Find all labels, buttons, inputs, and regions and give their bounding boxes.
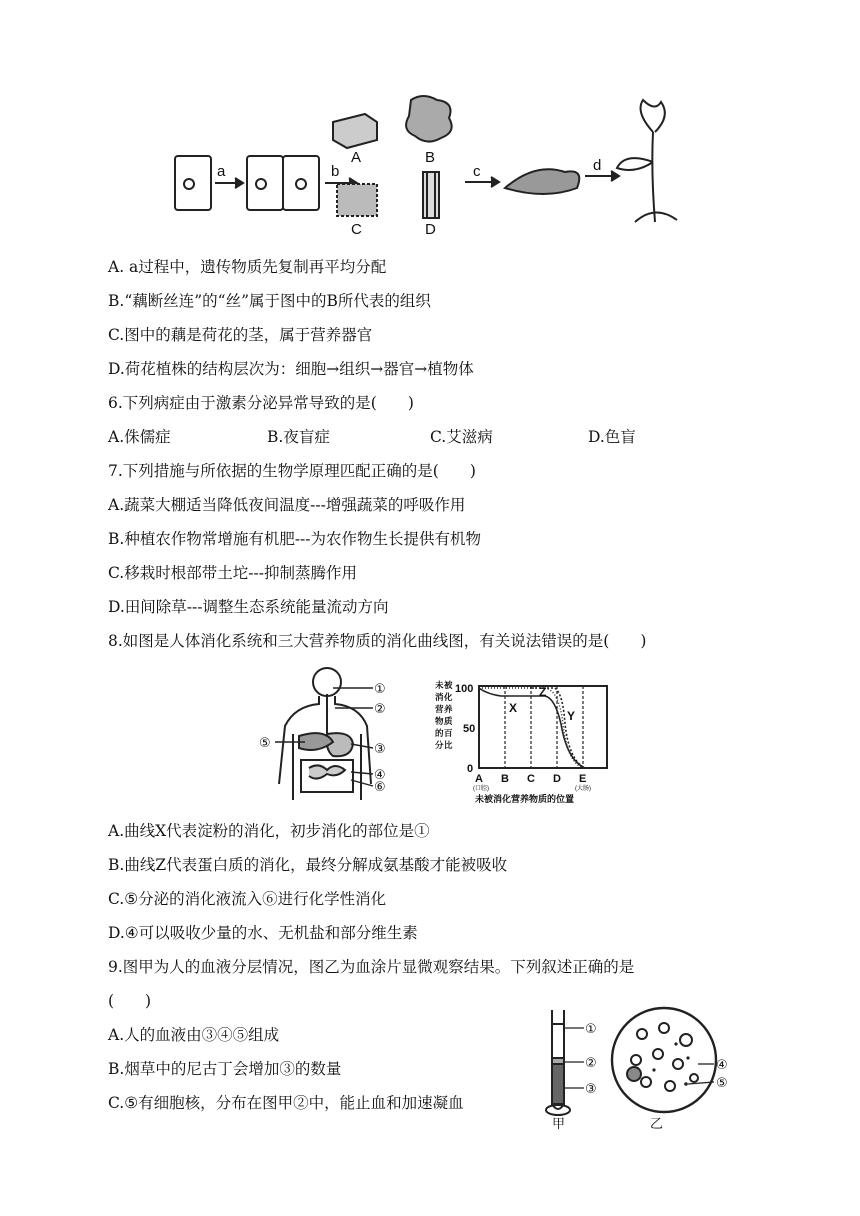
q9-option-c: C.⑤有细胞核，分布在图甲②中，能止血和加速凝血 xyxy=(108,1094,464,1112)
curve-label-z: Z xyxy=(539,685,547,699)
yaxis-label-1: 未 xyxy=(435,680,444,690)
q7-option-d: D.田间除草---调整生态系统能量流动方向 xyxy=(108,598,389,616)
ytick-0: 0 xyxy=(467,763,474,775)
organ-label-3: ③ xyxy=(374,741,386,756)
tube-label-1: ① xyxy=(585,1021,597,1036)
q6-option-c: C.艾滋病 xyxy=(430,428,493,446)
q8-option-c: C.⑤分泌的消化液流入⑥进行化学性消化 xyxy=(108,890,387,908)
caption-jia: 甲 xyxy=(552,1116,566,1131)
q9-option-b: B.烟草中的尼古丁会增加③的数量 xyxy=(108,1060,342,1078)
q5-option-c: C.图中的藕是荷花的茎，属于营养器官 xyxy=(108,326,373,344)
figure-digestive-system xyxy=(255,664,615,808)
xtick-e: E xyxy=(579,773,587,785)
q7-option-b: B.种植农作物常增施有机肥---为农作物生长提供有机物 xyxy=(108,530,482,548)
q5-option-d: D.荷花植株的结构层次为：细胞→组织→器官→植物体 xyxy=(108,360,474,378)
label-b: b xyxy=(331,163,340,180)
red-cell-layer xyxy=(552,1064,564,1104)
tube-label-2: ② xyxy=(585,1055,597,1070)
xtick-note-a: (口腔) xyxy=(473,786,489,792)
q5-option-b: B.“藕断丝连”的“丝”属于图中的B所代表的组织 xyxy=(108,292,431,310)
slide-label-5: ⑤ xyxy=(716,1075,728,1090)
label-d: d xyxy=(593,157,602,174)
curve-label-x: X xyxy=(509,701,518,715)
tissue-d xyxy=(423,172,439,218)
organ-label-6: ⑥ xyxy=(374,779,386,794)
organ-label-4: ④ xyxy=(374,767,386,782)
tissue-b xyxy=(406,96,452,142)
yaxis-label-4: 化 xyxy=(444,692,453,702)
q8-stem: 8.如图是人体消化系统和三大营养物质的消化曲线图，有关说法错误的是( ) xyxy=(108,632,647,650)
label-B: B xyxy=(425,149,436,166)
ytick-50: 50 xyxy=(463,723,476,735)
slide-label-4: ④ xyxy=(716,1057,728,1072)
yaxis-label-11: 分 xyxy=(435,740,444,750)
figure-blood xyxy=(538,1004,738,1134)
q8-option-b: B.曲线Z代表蛋白质的消化，最终分解成氨基酸才能被吸收 xyxy=(108,856,508,874)
yaxis-label-3: 消 xyxy=(435,692,444,702)
plasma-layer xyxy=(552,1024,564,1058)
tube-label-3: ③ xyxy=(585,1081,597,1096)
ytick-100: 100 xyxy=(455,683,474,695)
curve-x xyxy=(479,688,585,768)
xtick-b: B xyxy=(501,773,509,785)
yaxis-label-6: 养 xyxy=(444,704,453,714)
q7-stem: 7.下列措施与所依据的生物学原理匹配正确的是( ) xyxy=(108,462,476,480)
tissue-c xyxy=(337,184,377,216)
caption-yi: 乙 xyxy=(650,1116,664,1131)
yaxis-label-5: 营 xyxy=(435,704,444,714)
curve-label-y: Y xyxy=(567,709,576,723)
label-a: a xyxy=(217,163,226,180)
white-blood-cell xyxy=(627,1067,641,1081)
q9-stem: 9.图甲为人的血液分层情况，图乙为血涂片显微观察结果。下列叙述正确的是 xyxy=(108,958,635,976)
yaxis-label-9: 的 xyxy=(435,728,444,738)
yaxis-label-10: 百 xyxy=(444,728,453,738)
q6-option-a: A.侏儒症 xyxy=(108,428,171,446)
xtick-c: C xyxy=(527,773,535,785)
xtick-note-e: (大肠) xyxy=(575,786,591,792)
q9-paren: ( ) xyxy=(108,992,152,1010)
q6-option-b: B.夜盲症 xyxy=(267,428,330,446)
yaxis-label-7: 物 xyxy=(435,716,444,726)
yaxis-label-12: 比 xyxy=(444,740,453,750)
chart-xlabel: 未被消化营养物质的位置 xyxy=(475,794,575,804)
lotus-plant xyxy=(617,100,677,222)
q8-option-d: D.④可以吸收少量的水、无机盐和部分维生素 xyxy=(108,924,418,942)
q8-option-a: A.曲线X代表淀粉的消化，初步消化的部位是① xyxy=(108,822,430,840)
q6-stem: 6.下列病症由于激素分泌异常导致的是( ) xyxy=(108,394,414,412)
label-c: c xyxy=(473,163,481,180)
label-A: A xyxy=(351,149,362,166)
label-C: C xyxy=(351,221,362,238)
label-D: D xyxy=(425,221,436,238)
q6-option-d: D.色盲 xyxy=(588,428,636,446)
q7-option-a: A.蔬菜大棚适当降低夜间温度---增强蔬菜的呼吸作用 xyxy=(108,496,466,514)
organ-label-1: ① xyxy=(374,681,386,696)
organ-label-5: ⑤ xyxy=(259,735,271,750)
large-intestine xyxy=(301,760,353,792)
tissue-a xyxy=(333,114,377,148)
figure-plant-levels xyxy=(165,92,705,240)
small-intestine xyxy=(309,765,345,778)
yaxis-label-8: 质 xyxy=(444,716,453,726)
yaxis-label-2: 被 xyxy=(444,680,453,690)
lotus-root xyxy=(505,169,579,194)
xtick-d: D xyxy=(553,773,561,785)
platelet xyxy=(684,1082,688,1086)
q9-option-a: A.人的血液由③④⑤组成 xyxy=(108,1026,280,1044)
xtick-a: A xyxy=(475,773,483,785)
organ-label-2: ② xyxy=(374,701,386,716)
q7-option-c: C.移栽时根部带土坨---抑制蒸腾作用 xyxy=(108,564,357,582)
q5-option-a: A. a过程中，遗传物质先复制再平均分配 xyxy=(108,258,387,276)
